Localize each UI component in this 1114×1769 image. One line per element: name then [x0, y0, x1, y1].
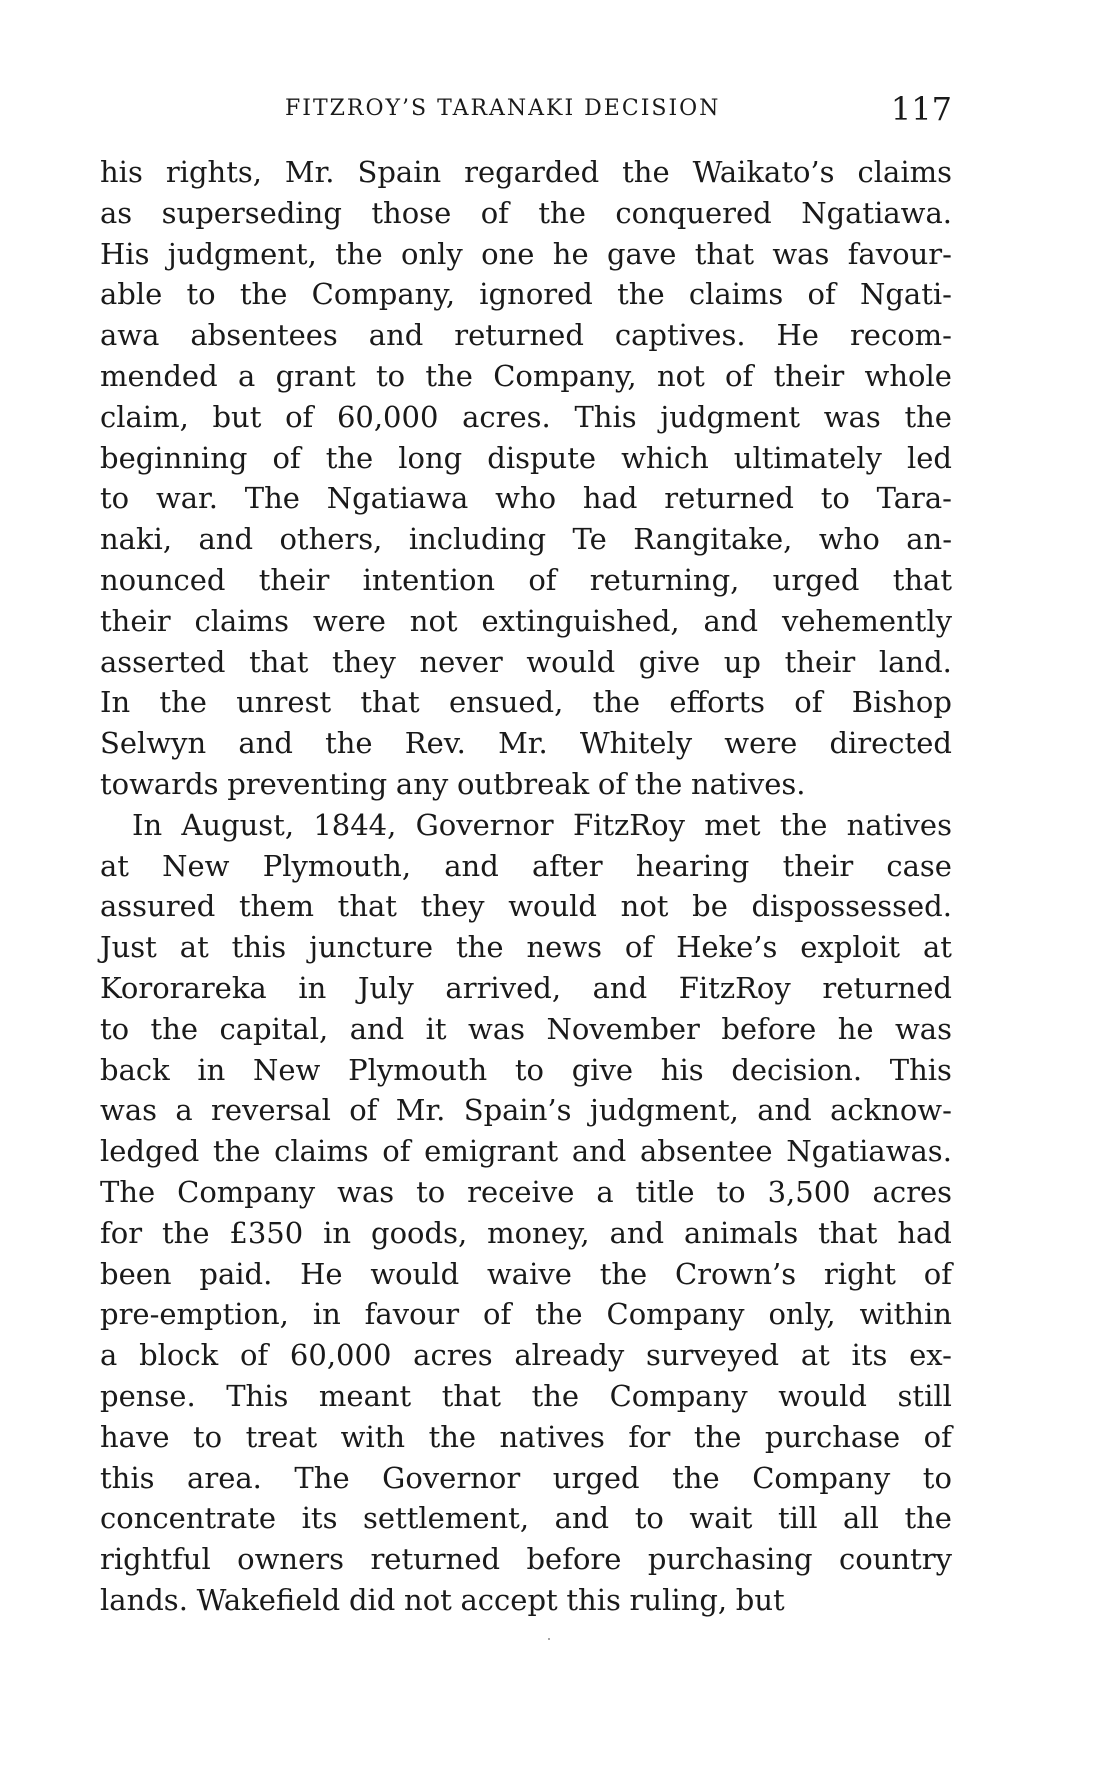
text-line: pre-emption, in favour of the Company only, within: [100, 1297, 952, 1332]
text-line: able to the Company, ignored the claims of Ngati-: [100, 277, 952, 312]
text-line: a block of 60,000 acres already surveyed at its ex-: [100, 1338, 952, 1373]
text-line: for the £350 in goods, money, and animals that had: [100, 1215, 952, 1250]
text-line: awa absentees and returned captives. He recom-: [100, 318, 952, 353]
text-line: lands. Wakefield did not accept this ruling, but: [100, 1582, 785, 1617]
text-line: nounced their intention of returning, urged that: [100, 562, 952, 597]
running-head: [100, 90, 952, 130]
text-line: naki, and others, including Te Rangitake, who an-: [100, 522, 952, 557]
text-line: was a reversal of Mr. Spain’s judgment, and acknow-: [100, 1093, 952, 1128]
text-line: The Company was to receive a title to 3,500 acres: [100, 1174, 952, 1209]
body-text: [100, 152, 952, 1621]
text-line: at New Plymouth, and after hearing their case: [100, 848, 952, 883]
speck-mark: [548, 1638, 550, 1640]
text-line: mended a grant to the Company, not of their whole: [100, 358, 952, 393]
text-line: rightful owners returned before purchasing country: [100, 1542, 952, 1577]
text-line: towards preventing any outbreak of the natives.: [100, 766, 806, 801]
text-line: pense. This meant that the Company would still: [100, 1378, 952, 1413]
text-line: assured them that they would not be dispossessed.: [100, 889, 952, 924]
text-line: to war. The Ngatiawa who had returned to Tara-: [100, 481, 952, 516]
text-line: their claims were not extinguished, and vehemently: [100, 603, 952, 638]
text-line: have to treat with the natives for the purchase of: [100, 1419, 952, 1454]
text-line: beginning of the long dispute which ultimately led: [100, 440, 952, 475]
text-line: this area. The Governor urged the Company to: [100, 1460, 952, 1495]
text-line: Kororareka in July arrived, and FitzRoy returned: [100, 970, 952, 1005]
text-line: His judgment, the only one he gave that was favour-: [100, 236, 952, 271]
text-line: Selwyn and the Rev. Mr. Whitely were directed: [100, 726, 952, 761]
text-line: as superseding those of the conquered Ngatiawa.: [100, 195, 952, 230]
text-line: Just at this juncture the news of Heke’s exploit at: [100, 930, 952, 965]
text-line: ledged the claims of emigrant and absentee Ngatiawas.: [100, 1134, 952, 1169]
page-number: 117: [890, 90, 952, 128]
text-line: been paid. He would waive the Crown’s right of: [100, 1256, 952, 1291]
text-line: concentrate its settlement, and to wait till all the: [100, 1501, 952, 1536]
text-line: asserted that they never would give up their land.: [100, 644, 952, 679]
text-line: his rights, Mr. Spain regarded the Waikato’s claims: [100, 155, 952, 189]
text-line: to the capital, and it was November before he was: [100, 1011, 952, 1046]
running-title: FITZROY’S TARANAKI DECISION: [285, 96, 721, 121]
text-line: back in New Plymouth to give his decision. This: [100, 1052, 952, 1087]
text-line: In August, 1844, Governor FitzRoy met the natives: [132, 807, 952, 842]
text-line: In the unrest that ensued, the efforts of Bishop: [100, 685, 952, 720]
text-line: claim, but of 60,000 acres. This judgment was the: [100, 399, 952, 434]
